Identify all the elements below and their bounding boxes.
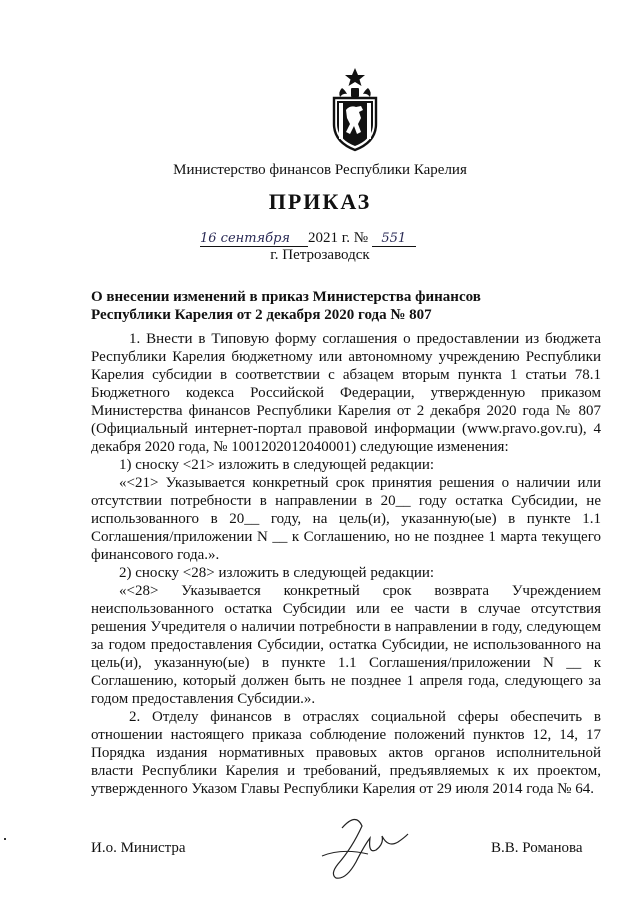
signer-name: В.В. Романова (491, 840, 583, 856)
paragraph-2: 1) сноску <21> изложить в следующей редакции: (119, 457, 435, 473)
subject-line-2: Республики Карелия от 2 декабря 2020 года № 807 (91, 307, 432, 323)
paragraph-5: «<28> Указывается конкретный срок возврата Учреждением неиспользованного остатка Субсидии или ее части в случае отсутствия решения Учредителя о наличии потребности в направлении в году, следующем за годом предоставления Субсидии, остатка Субсидии, не использованного на цель(и), указанную(ые) в пункте 1.1 Соглашения/приложении N __ к Соглашению, который должен быть не позднее 1 апреля года, следующего за годом предоставления Субсидии.». (91, 583, 601, 707)
date-year-label: 2021 г. № (308, 230, 369, 246)
subject-line-1: О внесении изменений в приказ Министерства финансов (91, 289, 481, 305)
coat-of-arms-emblem (328, 66, 382, 152)
date-line (200, 230, 416, 247)
handwritten-number: 551 (372, 231, 416, 247)
paragraph-4: 2) сноску <28> изложить в следующей редакции: (119, 565, 435, 581)
paragraph-6: 2. Отделу финансов в отраслях социальной сферы обеспечить в отношении настоящего приказа соблюдение положений пунктов 12, 14, 17 Порядка издания нормативных правовых актов органов исполнительной власти Республики Карелия и требований, предъявляемых к их проектом, утвержденного Указом Главы Республики Карелия от 29 июля 2014 года № 64. (91, 709, 601, 797)
document-subject (91, 288, 531, 324)
signer-position: И.о. Министра (91, 840, 186, 856)
document-body (91, 330, 601, 798)
scan-speck (4, 838, 6, 840)
paragraph-3: «<21> Указывается конкретный срок принятия решения о наличии или отсутствии потребности в направлении в 20__ году остатка Субсидии, не использованного в 20__ году, на цель(и), указанную(ые) в пункте 1.1 Соглашения/приложении N __ к Соглашению, но не позднее 1 марта текущего финансового года.». (91, 475, 601, 563)
handwritten-signature (312, 808, 422, 882)
handwritten-date: 16 сентября (200, 231, 308, 247)
city: г. Петрозаводск (270, 247, 370, 263)
ministry-name: Министерство финансов Республики Карелия (173, 162, 467, 178)
paragraph-1: 1. Внести в Типовую форму соглашения о предоставлении из бюджета Республики Карелия бюджетному или автономному учреждению Республики Карелия субсидии в соответствии с абзацем вторым пункта 1 статьи 78.1 Бюджетного кодекса Российской Федерации, утвержденную приказом Министерства финансов Республики Карелия от 2 декабря 2020 года № 807 (Официальный интернет-портал правовой информации (www.pravo.gov.ru), 4 декабря 2020 года, № 1001202012040001) следующие изменения: (91, 331, 601, 455)
document-title: ПРИКАЗ (268, 189, 372, 214)
